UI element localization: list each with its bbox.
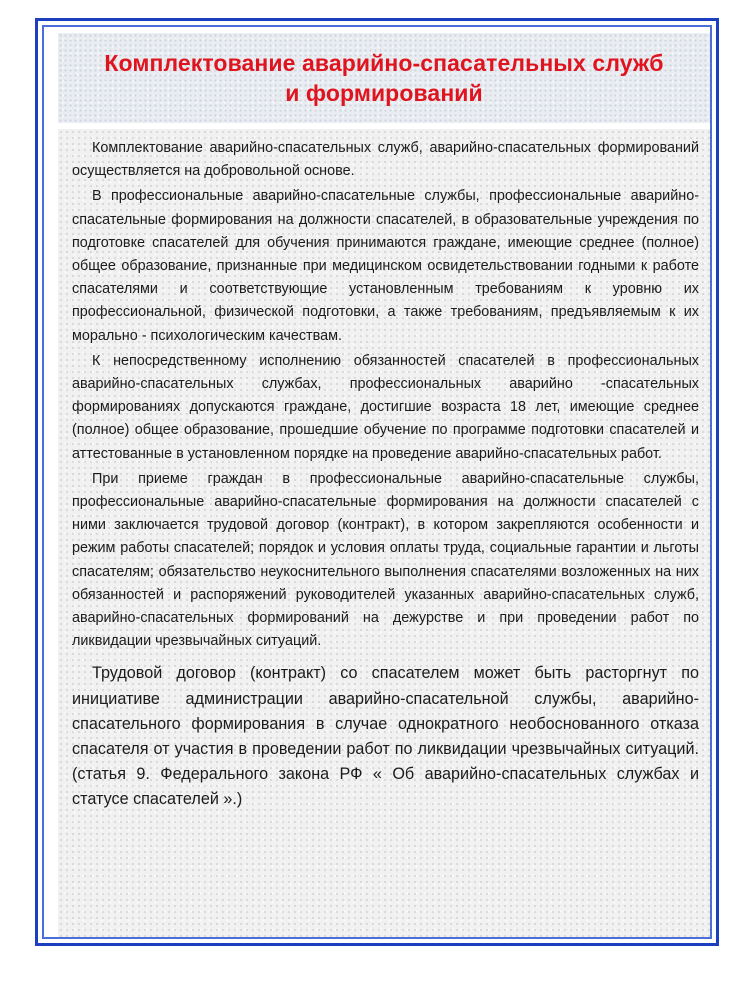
title-line-2: и формирований (285, 80, 483, 106)
paragraph-age-requirements: К непосредственному исполнению обязанностей спасателей в профессиональных аварийно-спасательных службах, профессиональных аварийно -спасательных формированиях допускаются граждане, достигшие возраста 18 лет, имеющие среднее (полное) общее образование, прошедшие обучение по программе подготовки спасателей и аттестованные в установленном порядке на проведение аварийно-спасательных работ. (72, 352, 699, 462)
title-line-1: Комплектование аварийно-спасательных служб (104, 50, 664, 76)
title-panel (58, 33, 710, 123)
paragraph-contract-termination: Трудовой договор (контракт) со спасателем может быть расторгнут по инициативе администрации аварийно-спасательной службы, аварийно-спасательного формирования в случае однократного необоснованного отказа спасателя от участия в проведении работ по ликвидации чрезвычайных ситуаций. (статья 9. Федерального закона РФ « Об аварийно-спасательных службах и статусе спасателей ».) (72, 664, 699, 809)
slide-inner-frame (42, 25, 712, 939)
paragraph-admission-requirements: В профессиональные аварийно-спасательные службы, профессиональные аварийно-спасательные формирования на должности спасателей, в образовательные учреждения по подготовке спасателей для обучения принимаются граждане, имеющие среднее (полное) общее образование, признанные при медицинском освидетельствовании годными к работе спасателями и соответствующие установленным требованиям к уровню их профессиональной, физической подготовки, а также требованиям, предъявляемым к их морально - психологическим качествам. (72, 188, 699, 344)
slide-frame (35, 18, 719, 946)
paragraph-voluntary-basis: Комплектование аварийно-спасательных служб, аварийно-спасательных формирований осуществляется на добровольной основе. (72, 140, 699, 180)
document-body (72, 137, 699, 815)
text-panel (58, 129, 710, 937)
page-title (104, 48, 663, 108)
paragraph-labor-contract: При приеме граждан в профессиональные аварийно-спасательные службы, профессиональные аварийно-спасательные формирования на должности спасателей с ними заключается трудовой договор (контракт), в котором закрепляются особенности и режим работы спасателей; порядок и условия оплаты труда, социальные гарантии и льготы спасателям; обязательство неукоснительного выполнения спасателями возложенных на них обязанностей и распоряжений руководителей указанных аварийно-спасательных служб, аварийно-спасательных формирований на дежурстве и при проведении работ по ликвидации чрезвычайных ситуаций. (72, 470, 699, 650)
